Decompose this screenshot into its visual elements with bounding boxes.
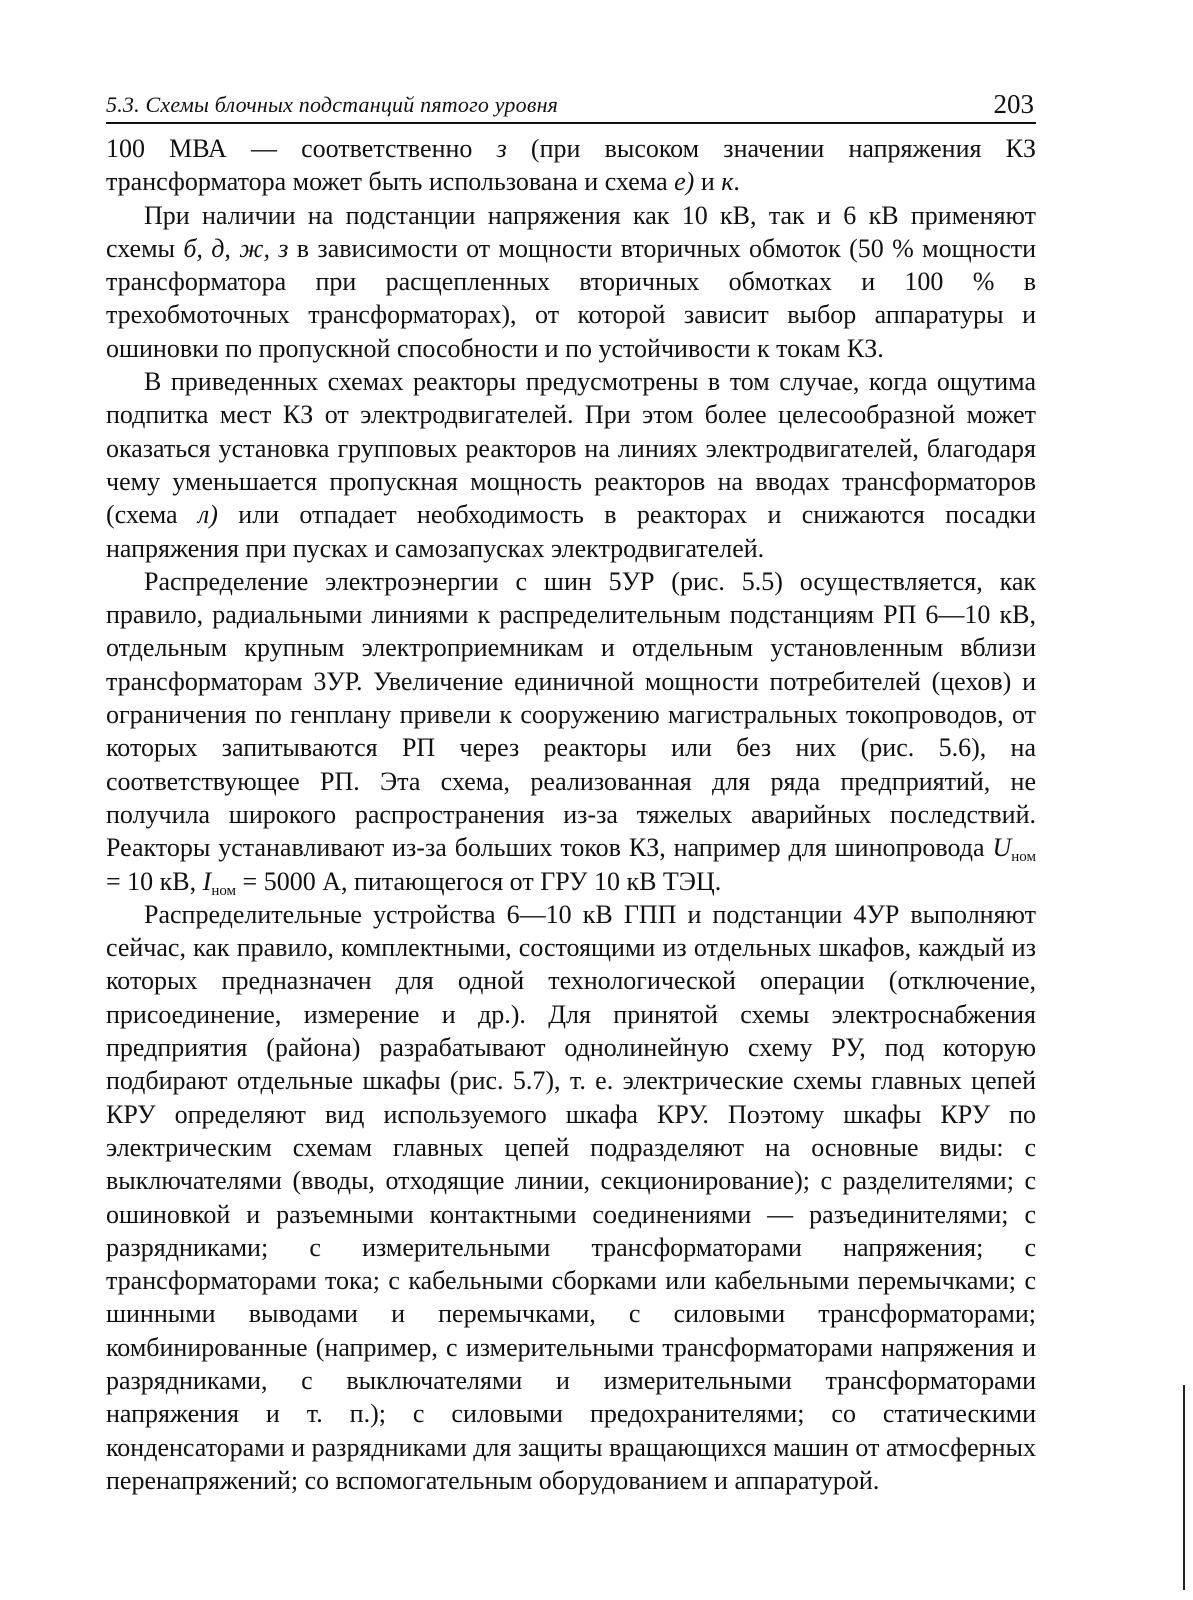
body-text: [106, 132, 1036, 1497]
text-run: В приведенных схемах реакторы предусмотрены в том случае, когда ощутима подпитка мест КЗ от электродвигателей. При этом более целесообразной может оказаться установка групповых реакторов на линиях электродвигателей, благодаря чему уменьшается пропускная мощность реакторов на вводах трансформаторов (схема: [106, 367, 1036, 530]
paragraph-1: [106, 132, 1036, 199]
text-run: При наличии на подстанции напряжения как 10 кВ, так и 6 кВ применяют схемы: [106, 200, 1036, 263]
page-number: 203: [993, 89, 1034, 119]
paragraph-5: [106, 898, 1036, 1497]
current-subscript: ном: [211, 882, 237, 899]
text-run: = 10 кВ,: [106, 866, 203, 896]
scan-edge-line: [1183, 1385, 1185, 1590]
current-symbol: I: [202, 866, 212, 896]
text-run: Распределение электроэнергии с шин 5УР (рис. 5.5) осуществляется, как правило, радиальными линиями к распределительным подстанциям РП 6—10 кВ, отдельным крупным электроприемникам и отдельным установленным вблизи трансформаторам 3УР. Увеличение единичной мощности потребителей (цехов) и ограничения по генплану привели к сооружению магистральных токопроводов, от которых запитываются РП через реакторы или без них (рис. 5.6), на соответствующее РП. Эта схема, реализованная для ряда предприятий, не получила широкого распространения из-за тяжелых аварийных последствий. Реакторы устанавливают из-за больших токов КЗ, например для шинопровода: [106, 566, 1036, 863]
italic-scheme-label: к: [721, 167, 734, 197]
italic-scheme-label: б, д, ж, з: [183, 233, 289, 263]
text-run: Распределительные устройства 6—10 кВ ГПП и подстанции 4УР выполняют сейчас, как правило, комплектными, состоящими из отдельных шкафов, каждый из которых предназначен для одной технологической операции (отключение, присоединение, измерение и др.). Для принятой схемы электроснабжения предприятия (района) разрабатывают однолинейную схему РУ, под которую подбирают отдельные шкафы (рис. 5.7), т. е. электрические схемы главных цепей КРУ определяют вид используемого шкафа КРУ. Поэтому шкафы КРУ по электрическим схемам главных цепей подразделяют на основные виды: с выключателями (вводы, отходящие линии, секционирование); с разделителями; с ошиновкой и разъемными контактными соединениями — разъединителями; с разрядниками; с измерительными трансформаторами напряжения; с трансформаторами тока; с кабельными сборками или кабельными перемычками; с шинными выводами и перемычками, с силовыми трансформаторами; комбинированные (например, с измерительными трансформаторами напряжения и разрядниками, с выключателями и измерительными трансформаторами напряжения и т. п.); с силовыми предохранителями; со статическими конденсаторами и разрядниками для защиты вращающихся машин от атмосферных перенапряжений; со вспомогательным оборудованием и аппаратурой.: [106, 899, 1036, 1495]
text-run: или отпадает необходимость в реакторах и снижаются посадки напряжения при пусках и самозапусках электродвигателей.: [106, 500, 1036, 563]
paragraph-2: [106, 199, 1036, 365]
running-header: [106, 88, 1036, 124]
text-run: и: [694, 167, 722, 197]
section-title: 5.3. Схемы блочных подстанций пятого уровня: [106, 92, 559, 117]
text-run: .: [733, 167, 740, 197]
text-run: (при высоком значении напряжения КЗ трансформатора может быть использована и схема: [106, 134, 1036, 197]
text-run: в зависимости от мощности вторичных обмоток (50 % мощности трансформатора при расщепленных вторичных обмотках и 100 % в трехобмоточных трансформаторах), от которой зависит выбор аппаратуры и ошиновки по пропускной способности и по устойчивости к токам КЗ.: [106, 233, 1036, 363]
text-run: = 5000 А, питающегося от ГРУ 10 кВ ТЭЦ.: [236, 866, 722, 896]
paragraph-4: [106, 565, 1036, 898]
voltage-symbol: U: [992, 833, 1012, 863]
italic-scheme-label: л): [197, 500, 218, 530]
voltage-subscript: ном: [1011, 849, 1036, 866]
italic-scheme-label: е): [674, 167, 695, 197]
paragraph-3: [106, 365, 1036, 565]
text-run: 100 МВА — соответственно: [106, 134, 497, 163]
italic-scheme-label: з: [496, 134, 507, 163]
